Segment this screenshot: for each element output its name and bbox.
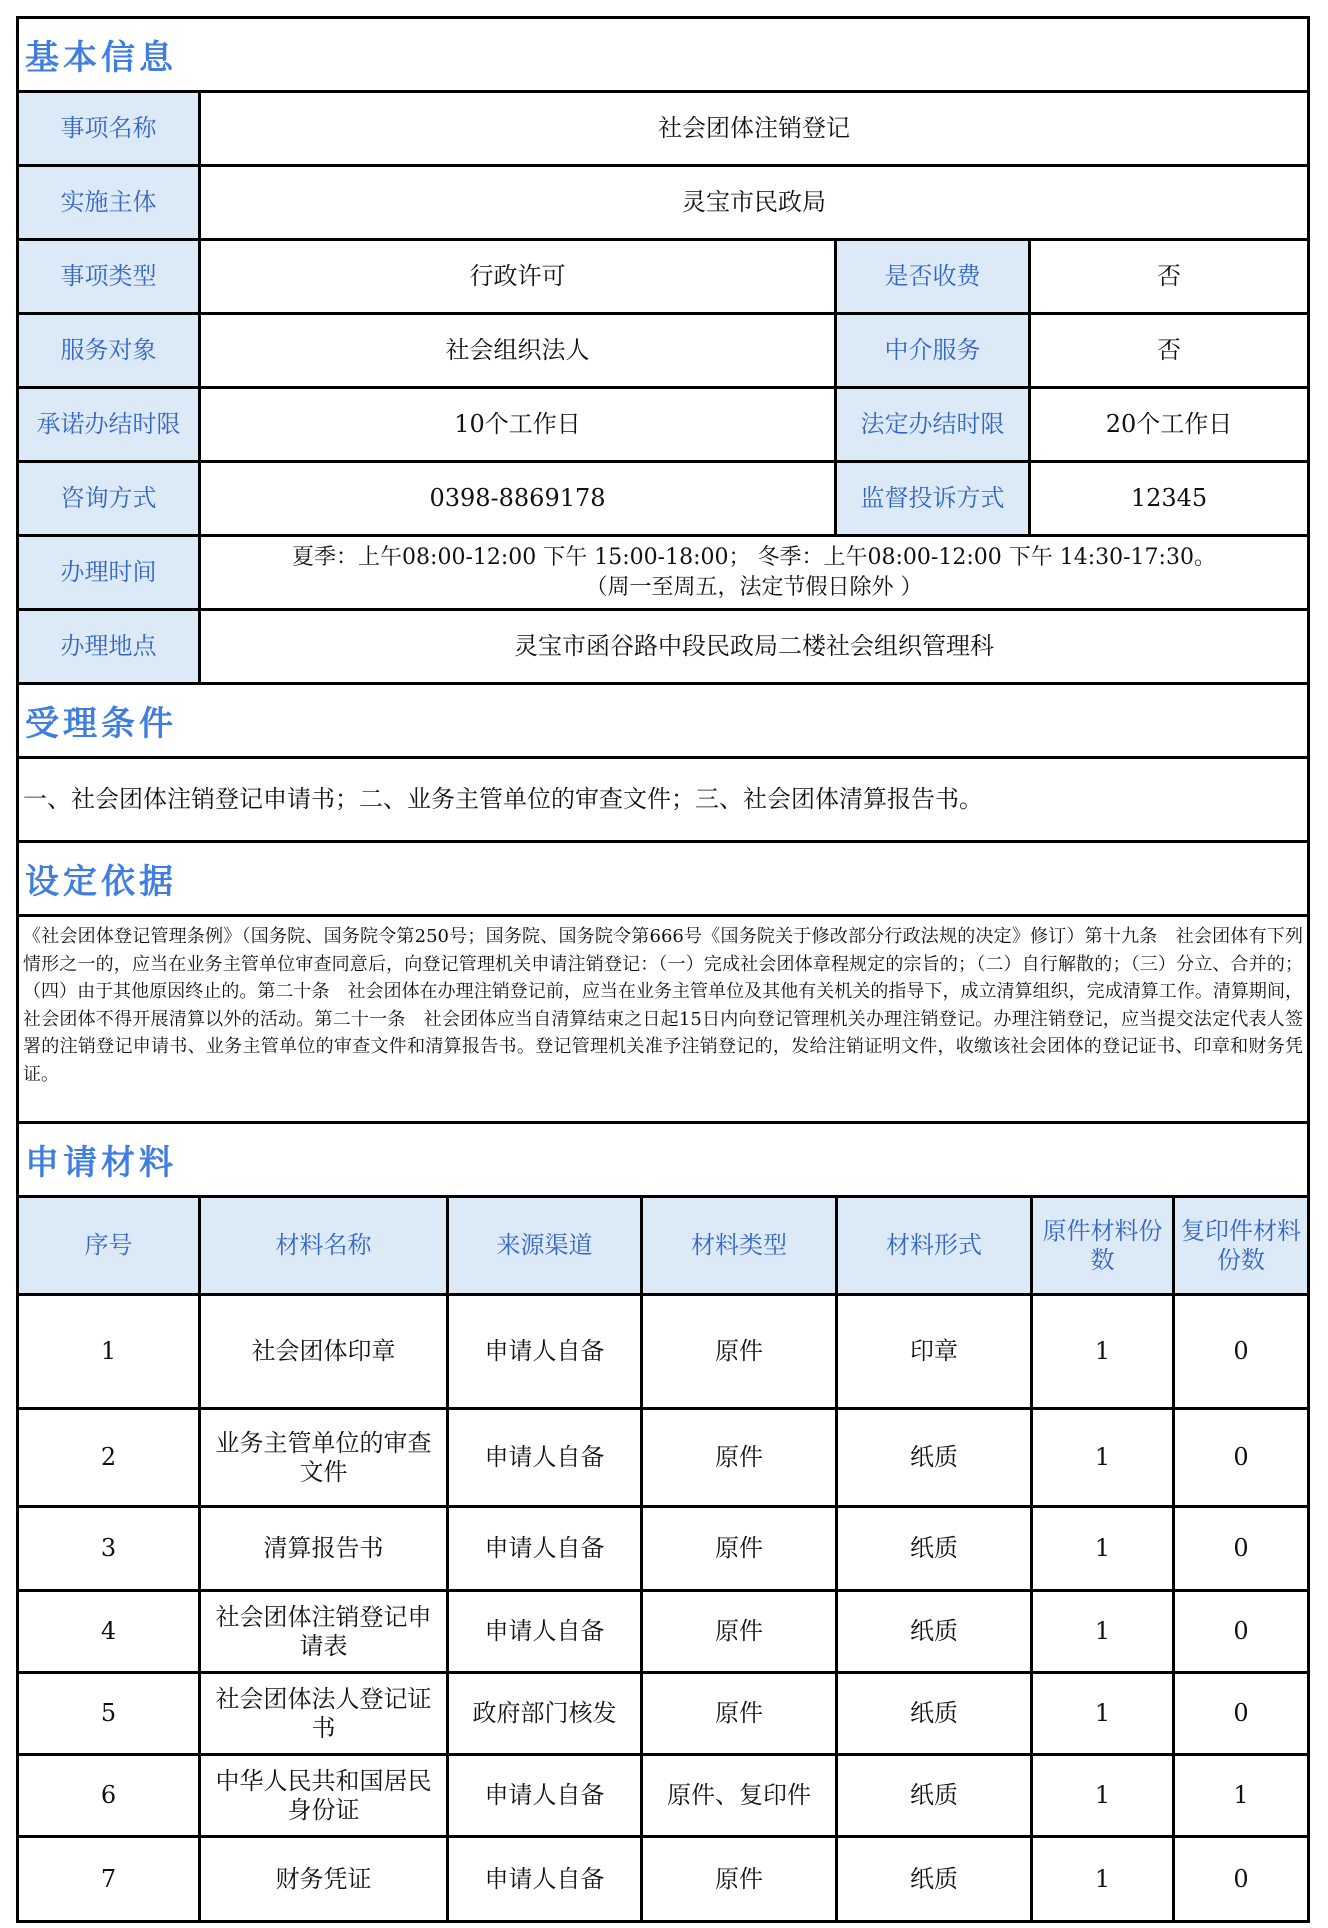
legal-limit-label: 法定办结时限 <box>837 389 1031 460</box>
material-form: 纸质 <box>838 1674 1033 1753</box>
item-type-label: 事项类型 <box>19 241 201 312</box>
material-source: 申请人自备 <box>449 1508 643 1589</box>
material-type: 原件 <box>643 1296 838 1407</box>
complaint-value: 12345 <box>1130 484 1208 513</box>
row-item-type <box>19 241 1307 315</box>
material-form: 纸质 <box>838 1592 1033 1671</box>
agency-label: 中介服务 <box>837 315 1031 386</box>
material-original-count: 1 <box>1033 1592 1175 1671</box>
complaint-label: 监督投诉方式 <box>837 463 1031 534</box>
target-value: 社会组织法人 <box>201 315 837 386</box>
item-type-value: 行政许可 <box>201 241 837 312</box>
material-name: 清算报告书 <box>201 1508 449 1589</box>
material-seq: 5 <box>19 1674 201 1753</box>
target-label: 服务对象 <box>19 315 201 386</box>
consult-label: 咨询方式 <box>19 463 201 534</box>
legal-limit-value: 20个工作日 <box>1105 410 1233 439</box>
material-original-count: 1 <box>1033 1410 1175 1505</box>
promised-limit-label: 承诺办结时限 <box>19 389 201 460</box>
basis-row <box>19 917 1307 1124</box>
hours-label: 办理时间 <box>19 537 201 608</box>
conditions-text: 一、社会团体注销登记申请书；二、业务主管单位的审查文件；三、社会团体清算报告书。 <box>23 785 983 814</box>
material-seq: 7 <box>19 1838 201 1920</box>
row-time-limit <box>19 389 1307 463</box>
material-type: 原件 <box>643 1838 838 1920</box>
agency-value: 否 <box>1157 336 1181 365</box>
material-type: 原件 <box>643 1674 838 1753</box>
table-row <box>19 1838 1307 1920</box>
material-source: 申请人自备 <box>449 1592 643 1671</box>
material-source: 申请人自备 <box>449 1756 643 1835</box>
material-source: 政府部门核发 <box>449 1674 643 1753</box>
section-title-materials: 申请材料 <box>25 1143 177 1183</box>
material-copy-count: 0 <box>1233 1337 1249 1366</box>
row-contact <box>19 463 1307 537</box>
header-form: 材料形式 <box>838 1198 1033 1293</box>
material-form: 纸质 <box>838 1508 1033 1589</box>
material-copy-count: 0 <box>1233 1699 1249 1728</box>
item-name-label: 事项名称 <box>19 93 201 164</box>
hours-line-2: （周一至周五，法定节假日除外 ） <box>585 574 923 600</box>
material-source: 申请人自备 <box>449 1838 643 1920</box>
material-name: 社会团体印章 <box>201 1296 449 1407</box>
table-row <box>19 1296 1307 1410</box>
consult-value: 0398-8869178 <box>201 463 837 534</box>
material-original-count: 1 <box>1033 1296 1175 1407</box>
hours-line-1: 夏季：上午08:00-12:00 下午 15:00-18:00； 冬季：上午08:00-12:00 下午 14:30-17:30。 <box>292 544 1216 570</box>
material-source: 申请人自备 <box>449 1410 643 1505</box>
materials-header-row <box>19 1198 1307 1296</box>
row-item-name <box>19 93 1307 167</box>
section-title-basic-info: 基本信息 <box>25 38 177 78</box>
row-target <box>19 315 1307 389</box>
section-title-conditions: 受理条件 <box>25 704 177 744</box>
location-value: 灵宝市函谷路中段民政局二楼社会组织管理科 <box>514 632 994 661</box>
material-copy-count: 0 <box>1233 1443 1249 1472</box>
table-row <box>19 1756 1307 1838</box>
material-copy-count: 0 <box>1233 1617 1249 1646</box>
material-seq: 1 <box>19 1296 201 1407</box>
service-guide-sheet <box>16 16 1310 1923</box>
material-original-count: 1 <box>1033 1838 1175 1920</box>
material-original-count: 1 <box>1033 1756 1175 1835</box>
material-name: 业务主管单位的审查文件 <box>201 1410 449 1505</box>
material-name: 社会团体法人登记证书 <box>201 1674 449 1753</box>
fee-label: 是否收费 <box>837 241 1031 312</box>
fee-value: 否 <box>1157 262 1181 291</box>
material-form: 纸质 <box>838 1410 1033 1505</box>
item-name-value: 社会团体注销登记 <box>658 114 850 143</box>
material-name: 社会团体注销登记申请表 <box>201 1592 449 1671</box>
promised-limit-value: 10个工作日 <box>201 389 837 460</box>
material-form: 纸质 <box>838 1756 1033 1835</box>
materials-title-row <box>19 1124 1307 1198</box>
basis-title-row <box>19 843 1307 917</box>
header-original-count: 原件材料份数 <box>1033 1198 1175 1293</box>
table-row <box>19 1592 1307 1674</box>
section-title-basis: 设定依据 <box>25 862 177 902</box>
material-copy-count: 1 <box>1233 1781 1249 1810</box>
material-copy-count: 0 <box>1233 1864 1249 1893</box>
row-implementer <box>19 167 1307 241</box>
hours-value <box>201 537 1307 608</box>
conditions-row <box>19 759 1307 843</box>
header-type: 材料类型 <box>643 1198 838 1293</box>
materials-body <box>19 1296 1307 1920</box>
implementer-value: 灵宝市民政局 <box>682 188 826 217</box>
header-source: 来源渠道 <box>449 1198 643 1293</box>
basic-info-title-row <box>19 19 1307 93</box>
material-seq: 3 <box>19 1508 201 1589</box>
material-name: 中华人民共和国居民身份证 <box>201 1756 449 1835</box>
material-form: 纸质 <box>838 1838 1033 1920</box>
basis-text: 《社会团体登记管理条例》（国务院、国务院令第250号；国务院、国务院令第666号《国务院关于修改部分行政法规的决定》修订）第十九条 社会团体有下列情形之一的，应当在业务主管单位审查同意后，向登记管理机关申请注销登记：（一）完成社会团体章程规定的宗旨的；（二）自行解散的；（三）分立、合并的；（四）由于其他原因终止的。第二十条 社会团体在办理注销登记前，应当在业务主管单位及其他有关机关的指导下，成立清算组织，完成清算工作。清算期间，社会团体不得开展清算以外的活动。第二十一条 社会团体应当自清算结束之日起15日内向登记管理机关办理注销登记。办理注销登记，应当提交法定代表人签署的注销登记申请书、业务主管单位的审查文件和清算报告书。登记管理机关准予注销登记的，发给注销证明文件，收缴该社会团体的登记证书、印章和财务凭证。 <box>23 926 1303 1085</box>
header-name: 材料名称 <box>201 1198 449 1293</box>
material-copy-count: 0 <box>1233 1534 1249 1563</box>
material-original-count: 1 <box>1033 1508 1175 1589</box>
material-type: 原件、复印件 <box>643 1756 838 1835</box>
material-name: 财务凭证 <box>201 1838 449 1920</box>
table-row <box>19 1508 1307 1592</box>
header-seq: 序号 <box>19 1198 201 1293</box>
location-label: 办理地点 <box>19 611 201 682</box>
material-original-count: 1 <box>1033 1674 1175 1753</box>
table-row <box>19 1410 1307 1508</box>
material-seq: 4 <box>19 1592 201 1671</box>
material-form: 印章 <box>838 1296 1033 1407</box>
material-type: 原件 <box>643 1410 838 1505</box>
table-row <box>19 1674 1307 1756</box>
material-seq: 6 <box>19 1756 201 1835</box>
row-hours <box>19 537 1307 611</box>
row-location <box>19 611 1307 685</box>
material-type: 原件 <box>643 1592 838 1671</box>
material-type: 原件 <box>643 1508 838 1589</box>
conditions-title-row <box>19 685 1307 759</box>
header-copy-count: 复印件材料份数 <box>1175 1198 1307 1293</box>
material-seq: 2 <box>19 1410 201 1505</box>
implementer-label: 实施主体 <box>19 167 201 238</box>
material-source: 申请人自备 <box>449 1296 643 1407</box>
